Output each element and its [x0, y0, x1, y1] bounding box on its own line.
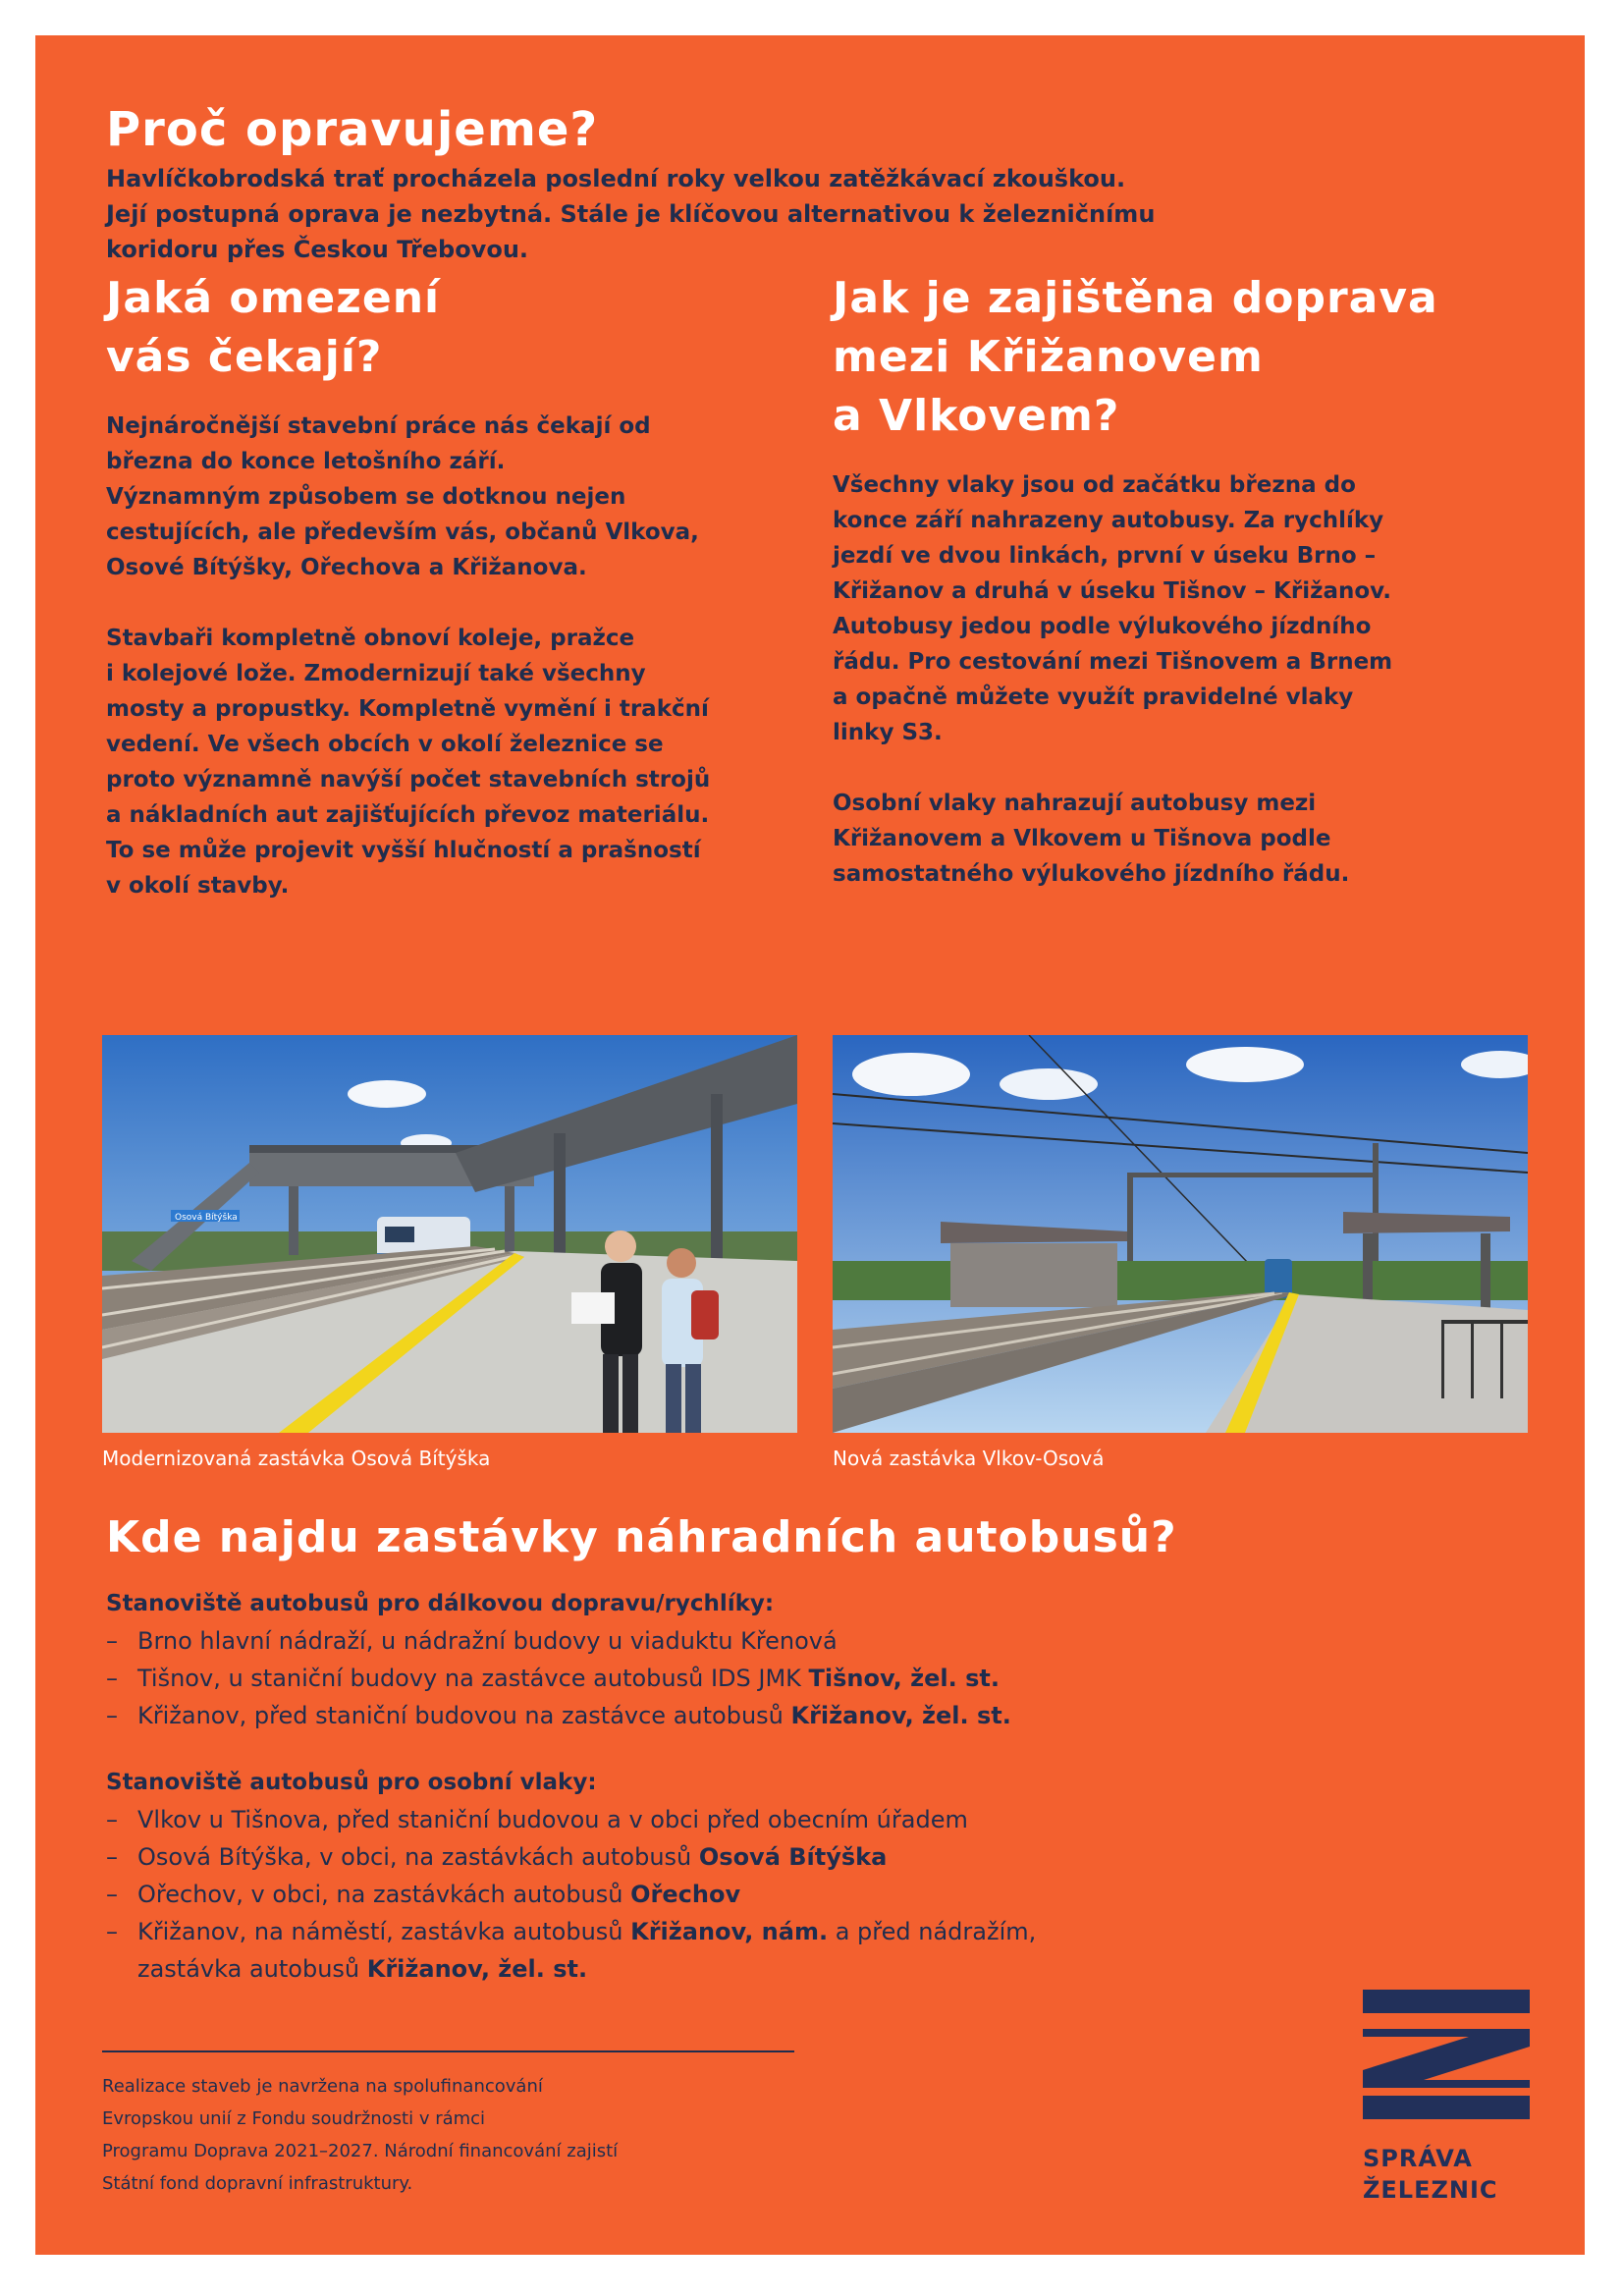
- photo-vlkov-osova: [833, 1035, 1528, 1433]
- list-item: – Tišnov, u staniční budovy na zastávce autobusů IDS JMK Tišnov, žel. st.: [106, 1660, 1382, 1697]
- restrictions-paragraph-1: [106, 409, 774, 585]
- intro-paragraph: [106, 161, 1500, 267]
- text-line: Realizace staveb je navržena na spolufinancování: [102, 2076, 543, 2097]
- intro-line: koridoru přes Českou Třebovou.: [106, 236, 529, 263]
- platform-illustration: [102, 1035, 797, 1433]
- station-sign: Osová Bítýška: [175, 1213, 238, 1223]
- text-line: Významným způsobem se dotknou nejen: [106, 484, 626, 510]
- text-line: cestujících, ale především vás, občanů Vlkova,: [106, 519, 699, 545]
- text-line: řádu. Pro cestování mezi Tišnovem a Brnem: [833, 649, 1393, 675]
- text-line: Křižanov a druhá v úseku Tišnov – Křižanov.: [833, 578, 1392, 604]
- express-stops-list: [106, 1622, 1382, 1734]
- text-line: Evropskou unií z Fondu soudržnosti v rámci: [102, 2108, 486, 2129]
- text-line: vedení. Ve všech obcích v okolí železnice se: [106, 732, 664, 757]
- heading-line: Jaká omezení: [106, 273, 441, 323]
- text-line: Všechny vlaky jsou od začátku března do: [833, 472, 1356, 498]
- text-line: Stavbaři kompletně obnoví koleje, pražce: [106, 626, 635, 651]
- bus-stops-heading: Kde najdu zastávky náhradních autobusů?: [106, 1512, 1177, 1562]
- list-item: – Vlkov u Tišnova, před staniční budovou a v obci před obecním úřadem: [106, 1801, 1382, 1838]
- logo-line: ŽELEZNIC: [1363, 2176, 1498, 2204]
- photo-osova-bityska: [102, 1035, 797, 1433]
- intro-line: Havlíčkobrodská trať procházela poslední roky velkou zatěžkávací zkouškou.: [106, 165, 1126, 192]
- text-line: Osobní vlaky nahrazují autobusy mezi: [833, 791, 1317, 816]
- photo-caption-right: Nová zastávka Vlkov-Osová: [833, 1447, 1105, 1470]
- heading-line: vás čekají?: [106, 332, 383, 382]
- page-title: Proč opravujeme?: [106, 102, 599, 157]
- text-line: a nákladních aut zajišťujících převoz materiálu.: [106, 802, 710, 828]
- text-line: mosty a propustky. Kompletně vymění i trakční: [106, 696, 709, 722]
- text-line: a opačně můžete využít pravidelné vlaky: [833, 684, 1354, 710]
- restrictions-heading: [106, 269, 774, 387]
- local-stops-heading: Stanoviště autobusů pro osobní vlaky:: [106, 1770, 597, 1795]
- list-item: – Křižanov, před staniční budovou na zastávce autobusů Křižanov, žel. st.: [106, 1697, 1382, 1734]
- text-line: proto významně navýší počet stavebních strojů: [106, 767, 711, 793]
- photo-caption-left: Modernizovaná zastávka Osová Bítýška: [102, 1447, 491, 1470]
- funding-footnote: [102, 2070, 809, 2200]
- text-line: března do konce letošního září.: [106, 449, 506, 474]
- text-line: Státní fond dopravní infrastruktury.: [102, 2173, 413, 2194]
- transport-section: [833, 269, 1540, 892]
- heading-line: mezi Křižanovem: [833, 332, 1264, 382]
- intro-line: Její postupná oprava je nezbytná. Stále je klíčovou alternativou k železničnímu: [106, 200, 1156, 228]
- bus-stops-lists: [106, 1585, 1382, 1988]
- list-item: – Křižanov, na náměstí, zastávka autobusů Křižanov, nám. a před nádražím, zastávka autobusů Křižanov, žel. st.: [106, 1913, 1382, 1988]
- local-stops-list: [106, 1801, 1382, 1988]
- transport-paragraph-1: [833, 467, 1540, 750]
- text-line: To se může projevit vyšší hlučností a prašností: [106, 838, 701, 863]
- text-line: Osové Bítýšky, Ořechova a Křižanova.: [106, 555, 587, 580]
- logo-text: [1363, 2143, 1540, 2206]
- text-line: linky S3.: [833, 720, 943, 745]
- heading-line: a Vlkovem?: [833, 391, 1120, 441]
- text-line: i kolejové lože. Zmodernizují také všechny: [106, 661, 646, 686]
- restrictions-section: [106, 269, 774, 903]
- footnote-divider: [102, 2050, 794, 2052]
- platform-illustration: [833, 1035, 1528, 1433]
- list-item: – Brno hlavní nádraží, u nádražní budovy u viaduktu Křenová: [106, 1622, 1382, 1660]
- list-item: – Osová Bítýška, v obci, na zastávkách autobusů Osová Bítýška: [106, 1838, 1382, 1876]
- text-line: Nejnáročnější stavební práce nás čekají od: [106, 413, 651, 439]
- text-line: konce září nahrazeny autobusy. Za rychlíky: [833, 508, 1384, 533]
- express-stops-heading: Stanoviště autobusů pro dálkovou dopravu/rychlíky:: [106, 1591, 775, 1616]
- text-line: Autobusy jedou podle výlukového jízdního: [833, 614, 1372, 639]
- heading-line: Jak je zajištěna doprava: [833, 273, 1438, 323]
- text-line: Křižanovem a Vlkovem u Tišnova podle: [833, 826, 1331, 851]
- text-line: v okolí stavby.: [106, 873, 290, 899]
- logo-line: SPRÁVA: [1363, 2145, 1473, 2172]
- text-line: samostatného výlukového jízdního řádu.: [833, 861, 1350, 887]
- text-line: Programu Doprava 2021–2027. Národní financování zajistí: [102, 2141, 619, 2161]
- transport-heading: [833, 269, 1540, 446]
- poster-page: [35, 35, 1585, 2255]
- list-item: – Ořechov, v obci, na zastávkách autobusů Ořechov: [106, 1876, 1382, 1913]
- sprava-zeleznic-logo-icon: [1363, 1990, 1530, 2119]
- restrictions-paragraph-2: [106, 621, 774, 903]
- text-line: jezdí ve dvou linkách, první v úseku Brno –: [833, 543, 1377, 569]
- sprava-zeleznic-logo: [1363, 1990, 1540, 2204]
- transport-paragraph-2: [833, 786, 1540, 892]
